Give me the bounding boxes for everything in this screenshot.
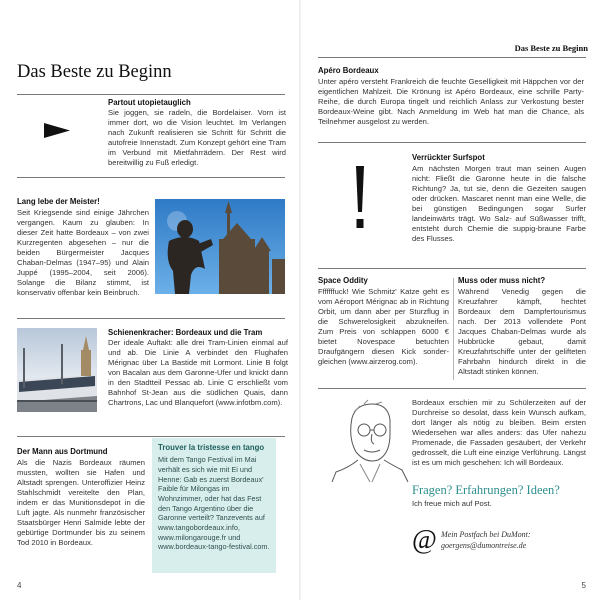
author-text: Bordeaux erschien mir zu Schülerzeiten auf der Durchreise so desolat, dass kein Wunsch aufkam, dort länger als nötig zu bleiben. Beim ersten Wiedersehen war alles anders: das Ufer nahezu Promenade, die Fassaden gesäubert, der Verkehr gedrosselt, die Luft eine einzige Verführung. Längst ist es um mich geschehen: Ich will Bordeaux. [412,398,586,468]
tram-photo [17,328,97,412]
divider [17,177,285,178]
divider [318,57,586,58]
section-body: Als die Nazis Bordeaux räumen mussten, wollten sie Hafen und Altstadt sprengen. Unteroffizier Heinz Stahlschmidt vereitelte den Plan, indem er das Munitionsdepot in die Luft jagte. Als nunmehr französischer Staatsbürger Henri Salmide lebte der gebürtige Dortmunder bis zu seinem Tod 2010 in Bordeaux. [17,458,145,548]
section-heading: Verrückter Surfspot [412,153,485,162]
section-body: Mit dem Tango Festival im Mai verhält es sich wie mit Ei und Henne: Gab es zuerst Bordeaux' Faible für Milongas im Wohnzimmer, oder hat das Fest den Tango Argentino über die Garonne verteilt? Tanzevents auf www.tangobordeaux.info, www.milongarouge.fr und www.bordeaux-tango-festival.com. [158,455,270,552]
column-divider [453,278,454,380]
section-heading: Partout utopietauglich [108,98,191,107]
divider [17,318,285,319]
postbox-email[interactable]: goergens@dumontreise.de [441,541,527,550]
divider [318,268,586,269]
author-portrait-sketch [330,398,410,482]
section-heading: Apéro Bordeaux [318,66,379,75]
section-heading: Lang lebe der Meister! [17,197,100,206]
section-body: Während Venedig gegen die Kreuzfahrer kämpft, hechtet Bordeaux dem Dampfertourismus nach. Der 2013 vollendete Pont Jacques Chaban-Delmas wurde als Hubbrücke gebaut, damit Kreuzfahrtschiffe unter der gelifteten Fahrbahn hindurch direkt in die Altstadt stinken können. [458,287,586,377]
page-number-right: 5 [581,581,586,590]
divider [318,388,586,389]
divider [17,436,285,437]
statue-cathedral-photo [155,199,285,294]
section-body: Seit Kriegsende sind einige Jährchen vergangen. Kaum zu glauben: In dieser Zeit hatte Bordeaux – von zwei Kurzregenten abgesehen – nur die beiden Bürgermeister Jacques Chaban-Delmas (1947–95) und Alain Juppé (1995–2004, seit 2006). Solange die Bilanz stimmt, ist konservativ offenbar kein Beinbruch. [17,208,149,298]
questions-title: Fragen? Erfahrungen? Ideen? [412,483,560,497]
section-body: Unter apéro versteht Frankreich die feuchte Geselligkeit mit Häppchen vor der eigentlichen Mahlzeit. Die Krönung ist Apéro Bordeaux, eine schrille Party-Reihe, die durch Europa tingelt und reichlich Anlass zur Verkostung bester Bordeaux-Weine gibt. Nach Anmeldung im Web hat man die Chance, als Teilnehmer ausgelost zu werden. [318,77,584,127]
divider [318,142,586,143]
exclamation-icon [354,166,366,232]
page-gutter [299,0,301,600]
page-number-left: 4 [17,581,22,590]
questions-subtitle: Ich freue mich auf Post. [412,499,492,508]
running-header: Das Beste zu Beginn [514,43,588,53]
section-heading: Schienenkracher: Bordeaux und die Tram [108,328,263,337]
section-body: Fffffffuck! Wie Schmitz' Katze geht es vom Aéroport Mérignac ab in Richtung Orbit, um dann aber per Sturzflug in die Schwerelosigkeit abzukneifen. Zum Preis von schlappen 6000 € bietet Novespace betuchten Draufgängern diesen Kick sonder-gleichen (www.airzerog.com). [318,287,449,367]
section-heading: Der Mann aus Dortmund [17,447,108,456]
section-body: Der ideale Auftakt: alle drei Tram-Linien einmal auf und ab. Die Linie A verbindet den Flughafen Mérignac über La Bastide mit Lormont. Linie B folgt von Bacalan aus dem Garonne-Ufer und knickt dann in den Stadtteil Pessac ab. Linie C erschließt vom Bahnhof St-Jean aus die südlichen Quais, dann Chartrons, Lac und Blanquefort (www.infotbm.com). [108,338,288,408]
section-heading: Trouver la tristesse en tango [158,443,265,452]
section-heading: Space Oddity [318,276,368,285]
section-heading: Muss oder muss nicht? [458,276,546,285]
section-body: Am nächsten Morgen traut man seinen Augen nicht: Fließt die Garonne heute in die falsche Richtung? Ja, tut sie, denn die Gezeiten saugen oder drücken. Mascaret nennt man eine Welle, die bei günstigen Bedingungen sogar Surfer landeinwärts trägt. Wo Salz- auf Süßwasser trifft, entsteht durch Chemie die suppig-braune Farbe des Flusses. [412,164,586,244]
at-sign-icon: @ [412,524,437,554]
section-body: Sie joggen, sie radeln, die Bordelaiser. Vorn ist immer dort, wo die Vision leuchtet. Im Verlangen nach Zukunft realisieren sie Schritt für Schritt die autofreie Innenstadt. Zum Konzept gehört eine Tram im Verbund mit Mietfahrrädern. Der Rest wird bereitwillig zu Fuß erledigt. [108,108,286,168]
black-triangle-icon [44,123,70,138]
page-title: Das Beste zu Beginn [17,62,172,82]
tango-info-box [152,438,276,573]
divider [17,94,285,95]
postbox-label: Mein Postfach bei DuMont: [441,530,531,539]
